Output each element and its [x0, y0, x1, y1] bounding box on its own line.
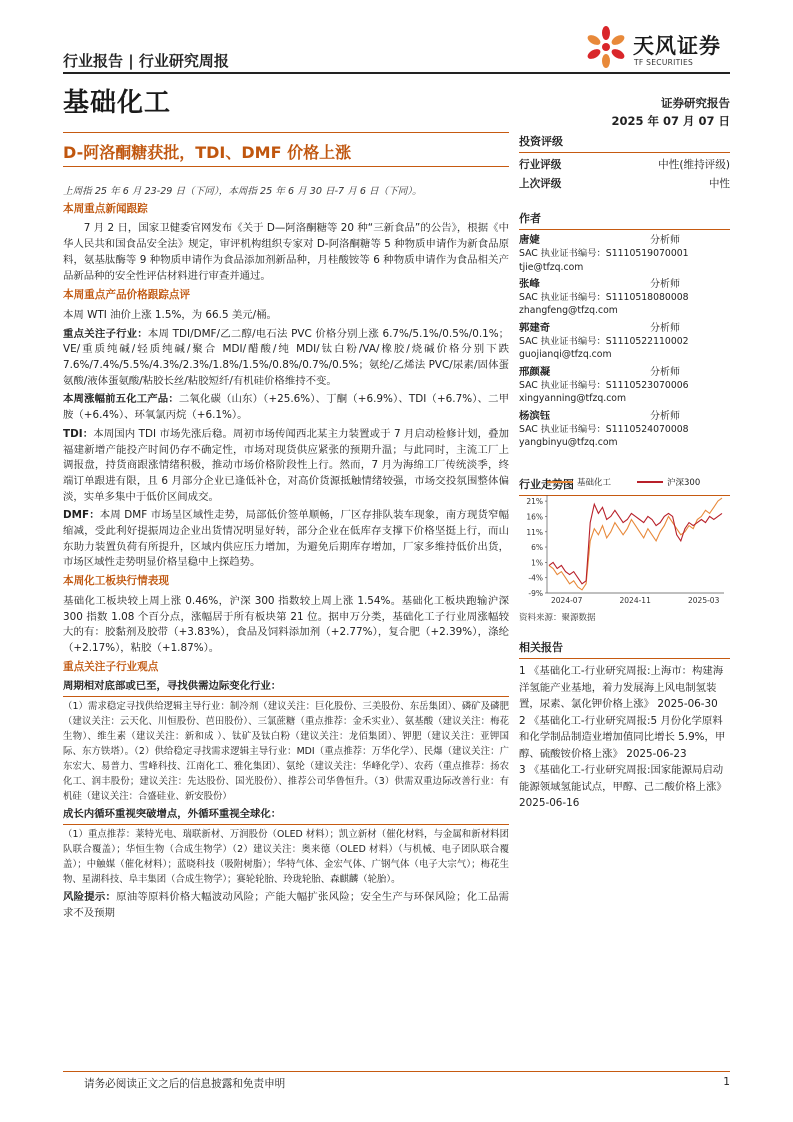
y-tick-label: 11%	[526, 527, 543, 537]
top5-text: 二氧化碳（山东）（+25.6%）、丁酮（+6.9%）、TDI（+6.7%）、二甲胺（+6.4%）、环氧氯丙烷（+6.1%）。	[63, 393, 509, 422]
risk-label: 风险提示：	[63, 890, 117, 903]
period-note: 上周指 25 年 6 月 23-29 日（下同），本周指 25 年 6 月 30 日-7 月 6 日（下同）。	[63, 186, 422, 197]
related-list	[519, 663, 730, 812]
report-body	[63, 184, 509, 924]
industry-rating-label: 行业评级	[519, 159, 562, 171]
trend-title: 行业走势图	[519, 475, 730, 496]
top5-paragraph	[63, 392, 509, 423]
focus-paragraph	[63, 327, 509, 390]
analyst-name: 张峰	[519, 277, 540, 290]
chart-legend	[547, 477, 700, 488]
chart-lines	[549, 498, 722, 590]
prev-rating-value: 中性	[708, 178, 730, 190]
prev-rating-row	[519, 172, 730, 191]
analyst-name: 杨滨钰	[519, 409, 551, 422]
analyst-sac: SAC 执业证书编号：S1110519070001	[519, 248, 689, 260]
logo-name-cn: 天风证券	[633, 34, 721, 58]
related-report-link[interactable]: 2 《基础化工-行业研究周报:5 月份化学原料和化学制品制造业增加值同比增长 5.9%，甲醇、硫酸铵价格上涨》 2025-06-23	[519, 714, 726, 760]
industry-title: 基础化工	[63, 88, 172, 118]
chart-y-axis	[526, 495, 547, 598]
wti-text: 本周 WTI 油价上涨 1.5%，为 66.5 美元/桶。	[63, 308, 277, 321]
analyst-name: 唐婕	[519, 234, 540, 246]
dmf-paragraph	[63, 508, 509, 571]
related-reports	[519, 638, 730, 812]
analyst-name: 郭建奇	[519, 321, 551, 334]
report-title: D-阿洛酮糖获批，TDI、DMF 价格上涨	[63, 143, 352, 162]
y-tick-label: 16%	[526, 512, 543, 522]
series-line	[549, 498, 722, 590]
authors-title: 作者	[519, 209, 730, 230]
sidebar	[519, 132, 730, 496]
related-report-link[interactable]: 3 《基础化工-行业研究周报:国家能源局启动能源领域氢能试点，甲醇、己二酸价格上涨》 2025-06-16	[519, 764, 727, 809]
section-views-title: 重点关注子行业观点	[63, 660, 159, 673]
x-tick-label: 2025-03	[688, 596, 720, 605]
analyst-sac: SAC 执业证书编号：S1110523070006	[519, 379, 689, 391]
analyst-title: 分析师	[650, 366, 680, 378]
analyst-email[interactable]: tjie@tfzq.com	[519, 261, 584, 273]
cycle-text: （1）需求稳定寻找供给逻辑主导行业：制冷剂（建议关注：巨化股份、三美股份、东岳集团）、磷矿及磷肥（建议关注：云天化、川恒股份、芭田股份）、三氯蔗糖（重点推荐：金禾实业）、氨基酸（建议关注：梅花生物）、维生素（建议关注：新和成 ）、钛矿及钛白粉（建议关注：龙佰集团）、钾肥（建议关注：亚钾国际、东方铁塔）。（2）供给稳定寻找需求逻辑主导行业：MDI（重点推荐：万华化学）、民爆（建议关注：广东宏大、易普力、雪峰科技、江南化工、雅化集团）、氨纶（建议关注：华峰化学）、农药（重点推荐：扬农化工、润丰股份；建议关注：先达股份、国光股份）、推荐公司华鲁恒升。（3）供需双重边际改善行业：有机硅（建议关注：合盛硅业、新安股份）	[63, 701, 509, 803]
chart-source: 资料来源：聚源数据	[519, 613, 596, 623]
analyst-title: 分析师	[650, 322, 680, 334]
header-divider	[63, 72, 730, 74]
footer-disclaimer: 请务必阅读正文之后的信息披露和免责申明	[84, 1078, 286, 1090]
section-market-text: 基础化工板块较上周上涨 0.46%，沪深 300 指数较上周上涨 1.54%。基础化工板块跑输沪深 300 指数 1.08 个百分点，涨幅居于所有板块第 21 位。据申万分类，基础化工子行业周涨幅较大的有：胶黏剂及胶带（+3.83%），食品及饲料添加剂（+2.77%），复合肥（+2.39%），涤纶（+2.17%），粘胶（+1.87%）。	[63, 594, 509, 654]
page-number: 1	[723, 1076, 730, 1088]
prev-rating-label: 上次评级	[519, 178, 562, 190]
analyst-card	[519, 410, 730, 450]
y-tick-label: 1%	[531, 558, 543, 568]
section-news-title: 本周重点新闻跟踪	[63, 202, 148, 215]
analyst-title: 分析师	[650, 410, 680, 422]
analyst-title: 分析师	[650, 278, 680, 290]
company-logo	[583, 24, 733, 72]
tf-logo-petal-icon	[583, 24, 629, 70]
y-tick-label: 6%	[531, 543, 543, 553]
analyst-email[interactable]: xingyanning@tfzq.com	[519, 393, 627, 405]
series-line	[549, 504, 722, 584]
section-news-text: 7 月 2 日，国家卫健委官网发布《关于 D—阿洛酮糖等 20 种“三新食品”的公告》，根据《中华人民共和国食品安全法》规定，审评机构组织专家对 D-阿洛酮糖等 5 种物质申请作为新食品原料，氨基肽酶等 9 种物质申请作为食品添加剂新品种，月桂酸铵等 6 种物质申请作为食品相关产品新品种的安全性评估材料进行审查并通过。	[63, 222, 509, 282]
analyst-card	[519, 366, 730, 406]
section-price-title: 本周重点产品价格跟踪点评	[63, 289, 191, 302]
y-tick-label: -4%	[528, 573, 543, 583]
risk-text: 原油等原料价格大幅波动风险；产能大幅扩张风险；安全生产与环保风险；化工品需求不及预期	[63, 890, 509, 919]
section-market-title: 本周化工板块行情表现	[63, 575, 169, 588]
analyst-card	[519, 322, 730, 362]
title-bottom-divider	[63, 166, 509, 167]
chart-x-axis	[547, 593, 724, 605]
report-category: 行业报告 | 行业研究周报	[63, 52, 229, 70]
industry-trend-chart	[519, 473, 730, 613]
analyst-card	[519, 278, 730, 318]
dmf-label: DMF：	[63, 509, 100, 522]
tdi-label: TDI：	[63, 427, 94, 440]
analyst-sac: SAC 执业证书编号：S1110524070008	[519, 423, 689, 435]
report-date: 2025 年 07 月 07 日	[611, 114, 730, 128]
growth-subheading: 成长内循环重视突破增点，外循环重视全球化：	[63, 807, 509, 825]
focus-label: 重点关注子行业：	[63, 327, 148, 340]
analyst-sac: SAC 执业证书编号：S1110518080008	[519, 292, 689, 304]
dmf-text: 本周 DMF 市场呈区域性走势，局部低价签单顺畅，厂区存排队装车现象，南方现货窄幅缩减，受此利好提振周边企业出货情况明显好转，部分企业在低库存支撑下价格坚挺上行，而山东助力装置负荷有所提升，区域内供应压力增加，为避免后期库存增加，厂家多维持低价出货，市场区域性走势明显价格呈稳中上探趋势。	[63, 509, 509, 569]
rating-title: 投资评级	[519, 132, 730, 153]
footer-divider	[63, 1071, 730, 1072]
legend-label: 沪深300	[667, 478, 701, 488]
top5-label: 本周涨幅前五化工产品：	[63, 393, 179, 406]
analyst-title: 分析师	[650, 235, 680, 246]
analyst-email[interactable]: zhangfeng@tfzq.com	[519, 305, 618, 317]
industry-rating-value: 中性(维持评级)	[658, 159, 730, 171]
analyst-email[interactable]: guojianqi@tfzq.com	[519, 349, 612, 361]
x-tick-label: 2024-11	[619, 596, 651, 605]
growth-text: （1）重点推荐：莱特光电、瑞联新材、万润股份（OLED 材料）；凯立新材（催化材料，与金属和新材料团队联合覆盖）；华恒生物（合成生物学）（2）建议关注：奥来德（OLED 材料）（与机械、电子团队联合覆盖）；中触媒（催化材料）；蓝晓科技（吸附树脂）；华特气体、金宏气体、广钢气体（电子大宗气）；梅花生物、星湖科技、阜丰集团（合成生物学）；赛轮轮胎、玲珑轮胎、森麒麟（轮胎）。	[63, 828, 509, 885]
title-top-divider	[63, 132, 509, 133]
x-tick-label: 2024-07	[551, 596, 583, 605]
industry-rating-row	[519, 153, 730, 172]
related-report-link[interactable]: 1 《基础化工-行业研究周报:上海市：构建海洋氢能产业基地，着力发展海上风电制氢装置，尿素、氯化钾价格上涨》 2025-06-30	[519, 665, 724, 710]
cycle-subheading: 周期相对底部或已至，寻找供需边际变化行业：	[63, 679, 509, 697]
logo-name-en: TF SECURITIES	[634, 58, 694, 67]
analyst-sac: SAC 执业证书编号：S1110522110002	[519, 336, 689, 348]
analyst-name: 邢颜凝	[519, 365, 551, 378]
y-tick-label: 21%	[526, 497, 543, 507]
legend-label: 基础化工	[577, 478, 612, 488]
tdi-paragraph	[63, 427, 509, 506]
analyst-email[interactable]: yangbinyu@tfzq.com	[519, 437, 618, 449]
analyst-card	[519, 234, 730, 274]
focus-text: 本周 TDI/DMF/乙二醇/电石法 PVC 价格分别上涨 6.7%/5.1%/0.5%/0.1%；VE/重质纯碱/轻质纯碱/聚合 MDI/醋酸/纯 MDI/钛白粉/VA/橡胶/烧碱价格分别下跌 7.6%/7.4%/5.5%/4.3%/2.3%/1.8%/1.5%/0.8%/0.7%/0.5%；氨纶/乙烯法 PVC/尿素/固体蛋氨酸/液体蛋氨酸/粘胶长丝/粘胶短纤/有机硅价格维持不变。	[63, 327, 509, 387]
related-title: 相关报告	[519, 638, 730, 659]
y-tick-label: -9%	[528, 589, 543, 598]
risk-paragraph	[63, 890, 509, 921]
tdi-text: 本周国内 TDI 市场先涨后稳。周初市场传闻西北某主力装置或于 7 月启动检修计划，叠加福建新增产能投产时间仍存不确定性，市场对现货供应紧张的预期升温；与此同时，主流工厂上调报盘，持货商跟涨情绪积极，推动市场价格阶段性上行。然而，7 月为海绵工厂传统淡季，终端订单跟进有限，且 6 月部分企业已逢低补仓，对高价货源抵触情绪较强，市场交投氛围整体偏淡，实单多集中于低价区间成交。	[63, 427, 509, 503]
report-type: 证券研究报告	[661, 96, 730, 110]
